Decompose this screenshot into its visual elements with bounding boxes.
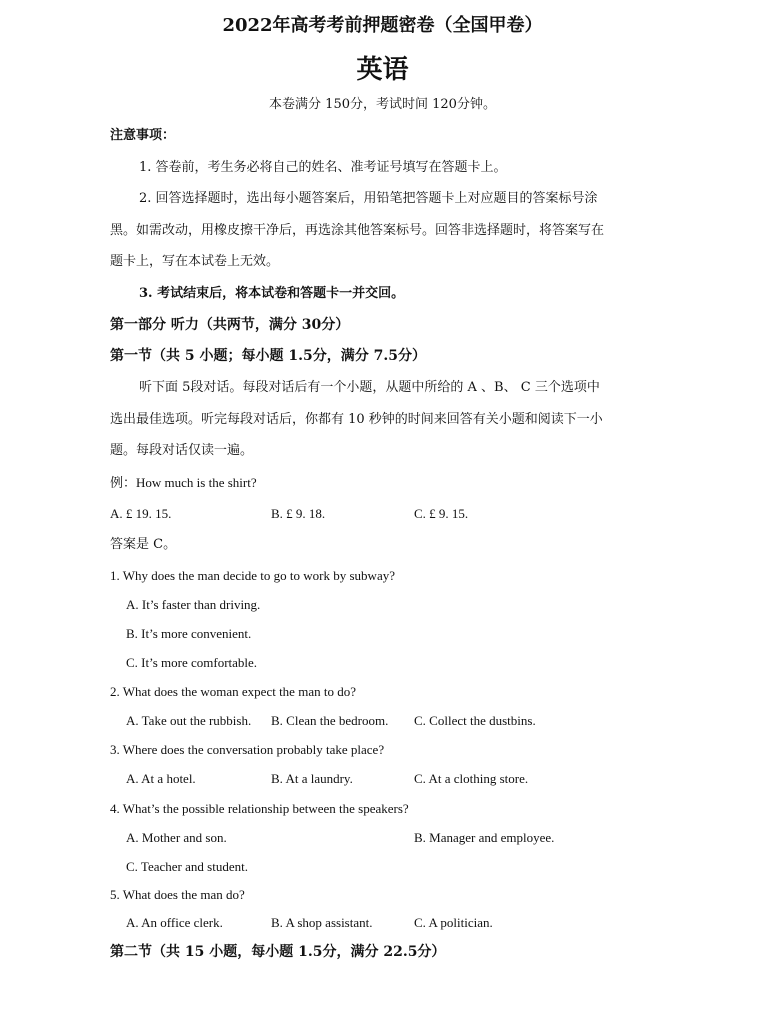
question-5: 5. What does the man do? xyxy=(110,887,245,902)
exam-title: 2022年高考考前押题密卷（全国甲卷） xyxy=(222,15,543,36)
example-answer: 答案是 C。 xyxy=(110,537,177,552)
question-1-option-b: B. It’s more convenient. xyxy=(126,626,252,641)
question-3-option-c: C. At a clothing store. xyxy=(414,771,529,786)
question-5-option-b: B. A shop assistant. xyxy=(271,915,373,930)
question-4: 4. What’s the possible relationship between the speakers? xyxy=(110,801,409,816)
section1-instructions-line-3: 题。每段对话仅读一遍。 xyxy=(110,443,254,458)
part1-heading: 第一部分 听力（共两节，满分 30分） xyxy=(110,317,350,333)
section1-heading: 第一节（共 5 小题；每小题 1.5分，满分 7.5分） xyxy=(110,348,426,364)
question-1: 1. Why does the man decide to go to work by subway? xyxy=(110,568,395,583)
notice-item-2-line-3: 题卡上，写在本试卷上无效。 xyxy=(110,254,280,269)
question-2-option-b: B. Clean the bedroom. xyxy=(271,713,389,728)
question-3-option-b: B. At a laundry. xyxy=(271,771,353,786)
question-4-option-b: B. Manager and employee. xyxy=(414,830,555,845)
example-option-a: A. £ 19. 15. xyxy=(110,506,172,521)
notice-item-3: 3. 考试结束后，将本试卷和答题卡一并交回。 xyxy=(139,286,405,301)
section2-heading: 第二节（共 15 小题，每小题 1.5分，满分 22.5分） xyxy=(110,944,446,960)
question-4-option-a: A. Mother and son. xyxy=(126,830,227,845)
section1-instructions-line-1: 听下面 5段对话。每段对话后有一个小题，从题中所给的 A 、B、 C 三个选项中 xyxy=(139,380,600,395)
question-1-option-a: A. It’s faster than driving. xyxy=(126,597,261,612)
notice-heading: 注意事项： xyxy=(110,128,176,143)
question-5-option-a: A. An office clerk. xyxy=(126,915,223,930)
question-4-option-c: C. Teacher and student. xyxy=(126,859,248,874)
example-option-b: B. £ 9. 18. xyxy=(271,506,326,521)
question-2-option-a: A. Take out the rubbish. xyxy=(126,713,252,728)
example-question: 例：How much is the shirt? xyxy=(110,475,257,490)
question-3: 3. Where does the conversation probably take place? xyxy=(110,742,385,757)
example-option-c: C. £ 9. 15. xyxy=(414,506,469,521)
question-2: 2. What does the woman expect the man to do? xyxy=(110,684,356,699)
question-5-option-c: C. A politician. xyxy=(414,915,493,930)
exam-info: 本卷满分 150分，考试时间 120分钟。 xyxy=(269,97,496,112)
question-2-option-c: C. Collect the dustbins. xyxy=(414,713,536,728)
notice-item-2-line-2: 黑。如需改动，用橡皮擦干净后，再选涂其他答案标号。回答非选择题时，将答案写在 xyxy=(110,223,605,238)
notice-item-1: 1. 答卷前，考生务必将自己的姓名、准考证号填写在答题卡上。 xyxy=(139,160,507,175)
subject-title: 英语 xyxy=(356,55,409,85)
question-1-option-c: C. It’s more comfortable. xyxy=(126,655,258,670)
notice-item-2-line-1: 2. 回答选择题时，选出每小题答案后，用铅笔把答题卡上对应题目的答案标号涂 xyxy=(139,191,598,206)
section1-instructions-line-2: 选出最佳选项。听完每段对话后，你都有 10 秒钟的时间来回答有关小题和阅读下一小 xyxy=(110,412,603,427)
question-3-option-a: A. At a hotel. xyxy=(126,771,196,786)
